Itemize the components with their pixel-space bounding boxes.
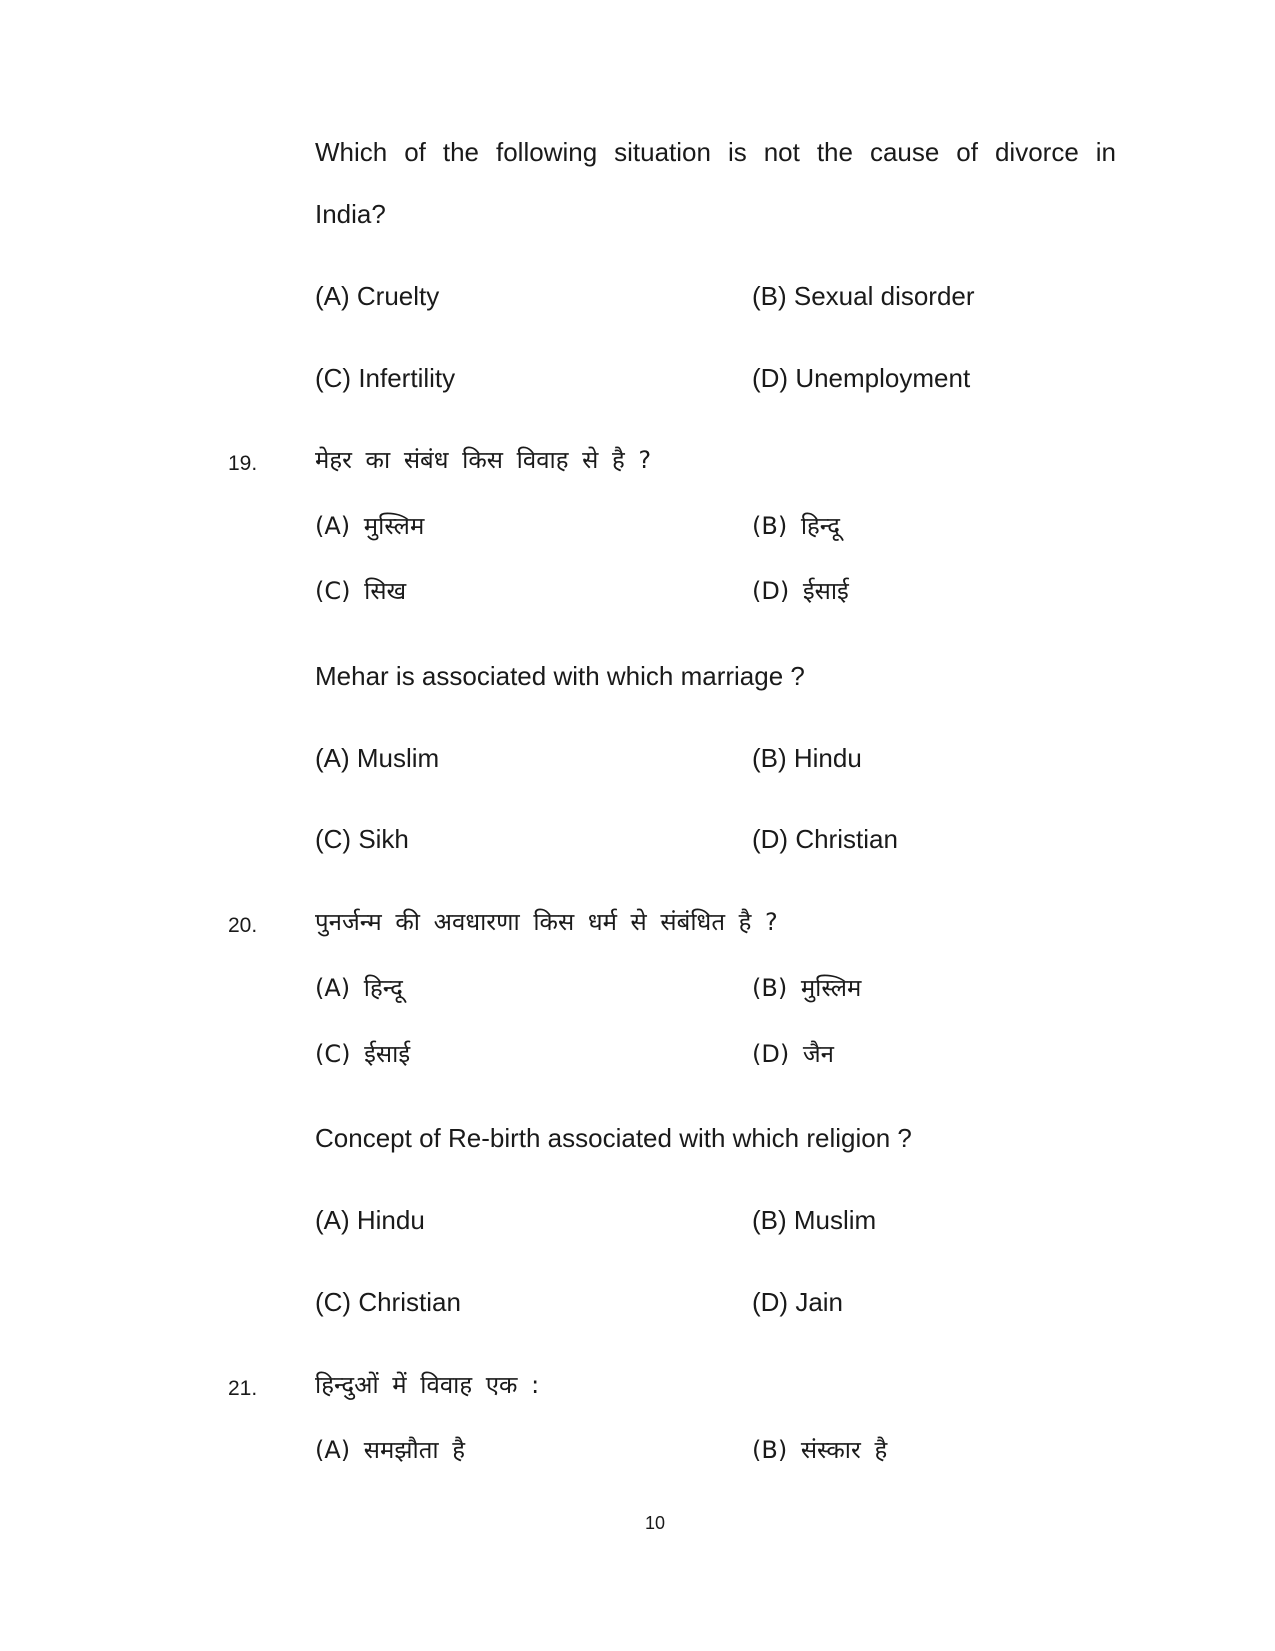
q21-hindi-option-b: (B) संस्कार है [752, 1436, 888, 1464]
q18-option-d: (D) Unemployment [752, 363, 971, 393]
q19-hindi-option-a: (A) मुस्लिम [315, 512, 425, 540]
q18-question-line2: India? [315, 199, 386, 229]
q20-hindi-option-a: (A) हिन्दू [315, 974, 403, 1002]
q21-hindi-option-a: (A) समझौता है [315, 1436, 465, 1464]
q19-question-hindi: मेहर का संबंध किस विवाह से है ? [315, 446, 652, 474]
q20-english-option-d: (D) Jain [752, 1287, 844, 1317]
q18-option-b: (B) Sexual disorder [752, 281, 975, 311]
q19-hindi-option-b: (B) हिन्दू [752, 512, 840, 540]
q20-english-option-b: (B) Muslim [752, 1205, 877, 1235]
q19-number: 19. [228, 452, 258, 475]
q21-question-hindi: हिन्दुओं में विवाह एक : [315, 1371, 540, 1399]
q19-question-english: Mehar is associated with which marriage ? [315, 661, 805, 691]
q20-hindi-option-c: (C) ईसाई [315, 1040, 411, 1068]
q19-english-option-d: (D) Christian [752, 824, 898, 854]
q18-option-a: (A) Cruelty [315, 281, 440, 311]
q19-english-option-c: (C) Sikh [315, 824, 409, 854]
q18-option-c: (C) Infertility [315, 363, 456, 393]
q20-hindi-option-d: (D) जैन [752, 1040, 834, 1068]
q19-english-option-b: (B) Hindu [752, 743, 862, 773]
q20-number: 20. [228, 914, 258, 937]
q20-question-english: Concept of Re-birth associated with which religion ? [315, 1123, 912, 1153]
q20-question-hindi: पुनर्जन्म की अवधारणा किस धर्म से संबंधित है ? [315, 908, 778, 936]
q19-english-option-a: (A) Muslim [315, 743, 440, 773]
q20-english-option-c: (C) Christian [315, 1287, 461, 1317]
q20-hindi-option-b: (B) मुस्लिम [752, 974, 862, 1002]
page-number: 10 [644, 1513, 666, 1533]
q20-english-option-a: (A) Hindu [315, 1205, 425, 1235]
q19-hindi-option-c: (C) सिख [315, 577, 407, 605]
q21-number: 21. [228, 1377, 258, 1400]
q18-question-line1: Which of the following situation is not the cause of divorce in [315, 137, 1116, 167]
q19-hindi-option-d: (D) ईसाई [752, 577, 849, 605]
